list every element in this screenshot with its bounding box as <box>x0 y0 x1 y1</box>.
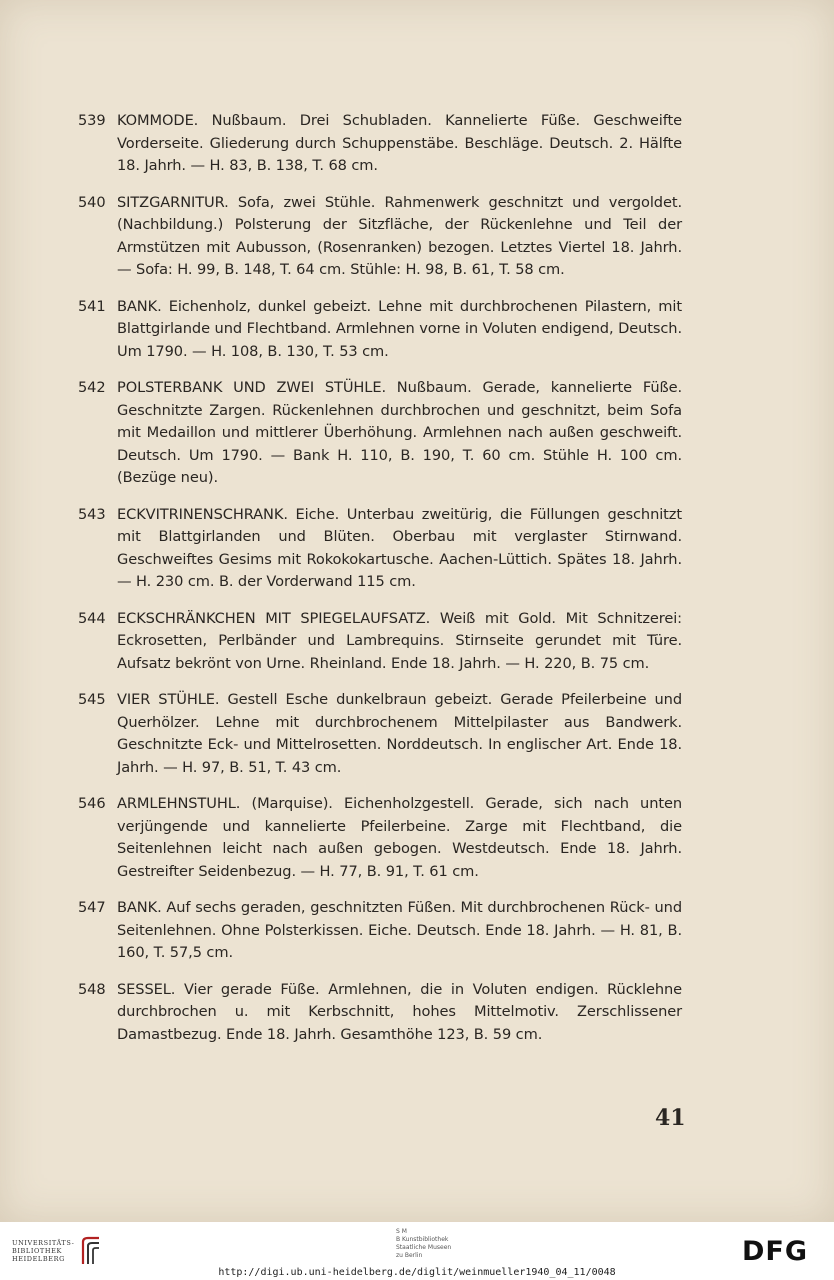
entry-description: VIER STÜHLE. Gestell Esche dunkelbraun gebeizt. Gerade Pfeilerbeine und Querhölzer. Lehne mit durchbrochenem Mittelpilaster aus Bandwerk. Geschnitzte Eck- und Mittelrosetten. Norddeutsch. In englischer Art. Ende 18. Jahrh. — H. 97, B. 51, T. 43 cm. <box>117 691 682 776</box>
page-number: 41 <box>655 1105 686 1131</box>
catalog-entry <box>78 897 682 965</box>
catalog-entry <box>78 192 682 282</box>
catalog-entry <box>78 377 682 490</box>
catalog-entry <box>78 979 682 1047</box>
entry-description: SITZGARNITUR. Sofa, zwei Stühle. Rahmenwerk geschnitzt und vergoldet. (Nachbildung.) Polsterung der Sitzfläche, der Rückenlehne und Teil der Armstützen mit Aubusson, (Rosenranken) bezogen. Letztes Viertel 18. Jahrh. — Sofa: H. 99, B. 148, T. 64 cm. Stühle: H. 98, B. 61, T. 58 cm. <box>117 193 682 278</box>
entry-number: 544 <box>78 609 106 627</box>
stamp-line: S M <box>396 1228 407 1235</box>
entry-description: ECKSCHRÄNKCHEN MIT SPIEGELAUFSATZ. Weiß mit Gold. Mit Schnitzerei: Eckrosetten, Perlbänder und Lambrequins. Stirnseite gerundet mit Türe. Aufsatz bekrönt von Urne. Rheinland. Ende 18. Jahrh. — H. 220, B. 75 cm. <box>117 609 682 672</box>
entry-description: POLSTERBANK UND ZWEI STÜHLE. Nußbaum. Gerade, kannelierte Füße. Geschnitzte Zargen. Rückenlehnen durchbrochen und geschnitzt, beim Sofa mit Medaillon und mittlerer Überhöhung. Armlehnen nach außen geschweift. Deutsch. Um 1790. — Bank H. 110, B. 190, T. 60 cm. Stühle H. 100 cm. (Bezüge neu). <box>117 379 682 486</box>
entry-description: ARMLEHNSTUHL. (Marquise). Eichenholzgestell. Gerade, sich nach unten verjüngende und kannelierte Pfeilerbeine. Zarge mit Flechtband, die Seitenlehnen leicht nach außen gebogen. Westdeutsch. Ende 18. Jahrh. Gestreifter Seidenbezug. — H. 77, B. 91, T. 61 cm. <box>117 795 682 880</box>
entry-number: 543 <box>78 505 106 523</box>
catalog-entry <box>78 793 682 883</box>
library-name-line: HEIDELBERG <box>12 1255 65 1263</box>
catalog-entry <box>78 504 682 594</box>
page-url[interactable]: http://digi.ub.uni-heidelberg.de/diglit/weinmueller1940_04_11/0048 <box>218 1267 616 1278</box>
entry-description: BANK. Auf sechs geraden, geschnitzten Füßen. Mit durchbrochenen Rück- und Seitenlehnen. Ohne Polsterkissen. Eiche. Deutsch. Ende 18. Jahrh. — H. 81, B. 160, T. 57,5 cm. <box>117 899 682 961</box>
library-emblem-icon <box>80 1236 102 1266</box>
library-name-line: UNIVERSITÄTS- <box>12 1239 75 1247</box>
library-name <box>12 1239 74 1263</box>
catalog-entry <box>78 689 682 779</box>
entry-number: 546 <box>78 795 106 812</box>
entry-number: 547 <box>78 899 106 916</box>
entry-number: 545 <box>78 691 106 708</box>
library-name-line: BIBLIOTHEK <box>12 1247 62 1255</box>
entry-number: 542 <box>78 379 106 396</box>
stamp-line: Staatliche Museen <box>396 1244 452 1251</box>
entry-number: 548 <box>78 980 106 998</box>
stamp-line: zu Berlin <box>396 1252 423 1259</box>
stamp-line: B Kunstbibliothek <box>396 1236 449 1243</box>
entry-description: KOMMODE. Nußbaum. Drei Schubladen. Kannelierte Füße. Geschweifte Vorderseite. Gliederung durch Schuppenstäbe. Beschläge. Deutsch. 2. Hälfte 18. Jahrh. — H. 83, B. 138, T. 68 cm. <box>117 112 682 174</box>
entry-number: 539 <box>78 112 106 129</box>
entry-description: ECKVITRINENSCHRANK. Eiche. Unterbau zweitürig, die Füllungen geschnitzt mit Blattgirlanden und Blüten. Oberbau mit verglaster Stirnwand. Geschweiftes Gesims mit Rokokokartusche. Aachen-Lüttich. Spätes 18. Jahrh. — H. 230 cm. B. der Vorderwand 115 cm. <box>117 505 682 590</box>
catalog-entries <box>78 110 682 1060</box>
entry-number: 540 <box>78 193 106 211</box>
catalog-entry <box>78 296 682 364</box>
entry-description: SESSEL. Vier gerade Füße. Armlehnen, die in Voluten endigen. Rücklehne durchbrochen u. mit Kerbschnitt, hohes Mittelmotiv. Zerschlissener Damastbezug. Ende 18. Jahrh. Gesamthöhe 123, B. 59 cm. <box>117 980 682 1043</box>
viewer-footer <box>0 1222 834 1280</box>
catalog-entry <box>78 110 682 178</box>
entry-number: 541 <box>78 297 106 315</box>
entry-description: BANK. Eichenholz, dunkel gebeizt. Lehne mit durchbrochenen Pilastern, mit Blattgirlande und Flechtband. Armlehnen vorne in Voluten endigend, Deutsch. Um 1790. — H. 108, B. 130, T. 53 cm. <box>117 297 682 360</box>
museum-stamp <box>396 1228 451 1260</box>
university-library-logo[interactable] <box>12 1236 102 1266</box>
dfg-logo[interactable]: DFG <box>742 1236 809 1267</box>
catalog-entry <box>78 608 682 676</box>
